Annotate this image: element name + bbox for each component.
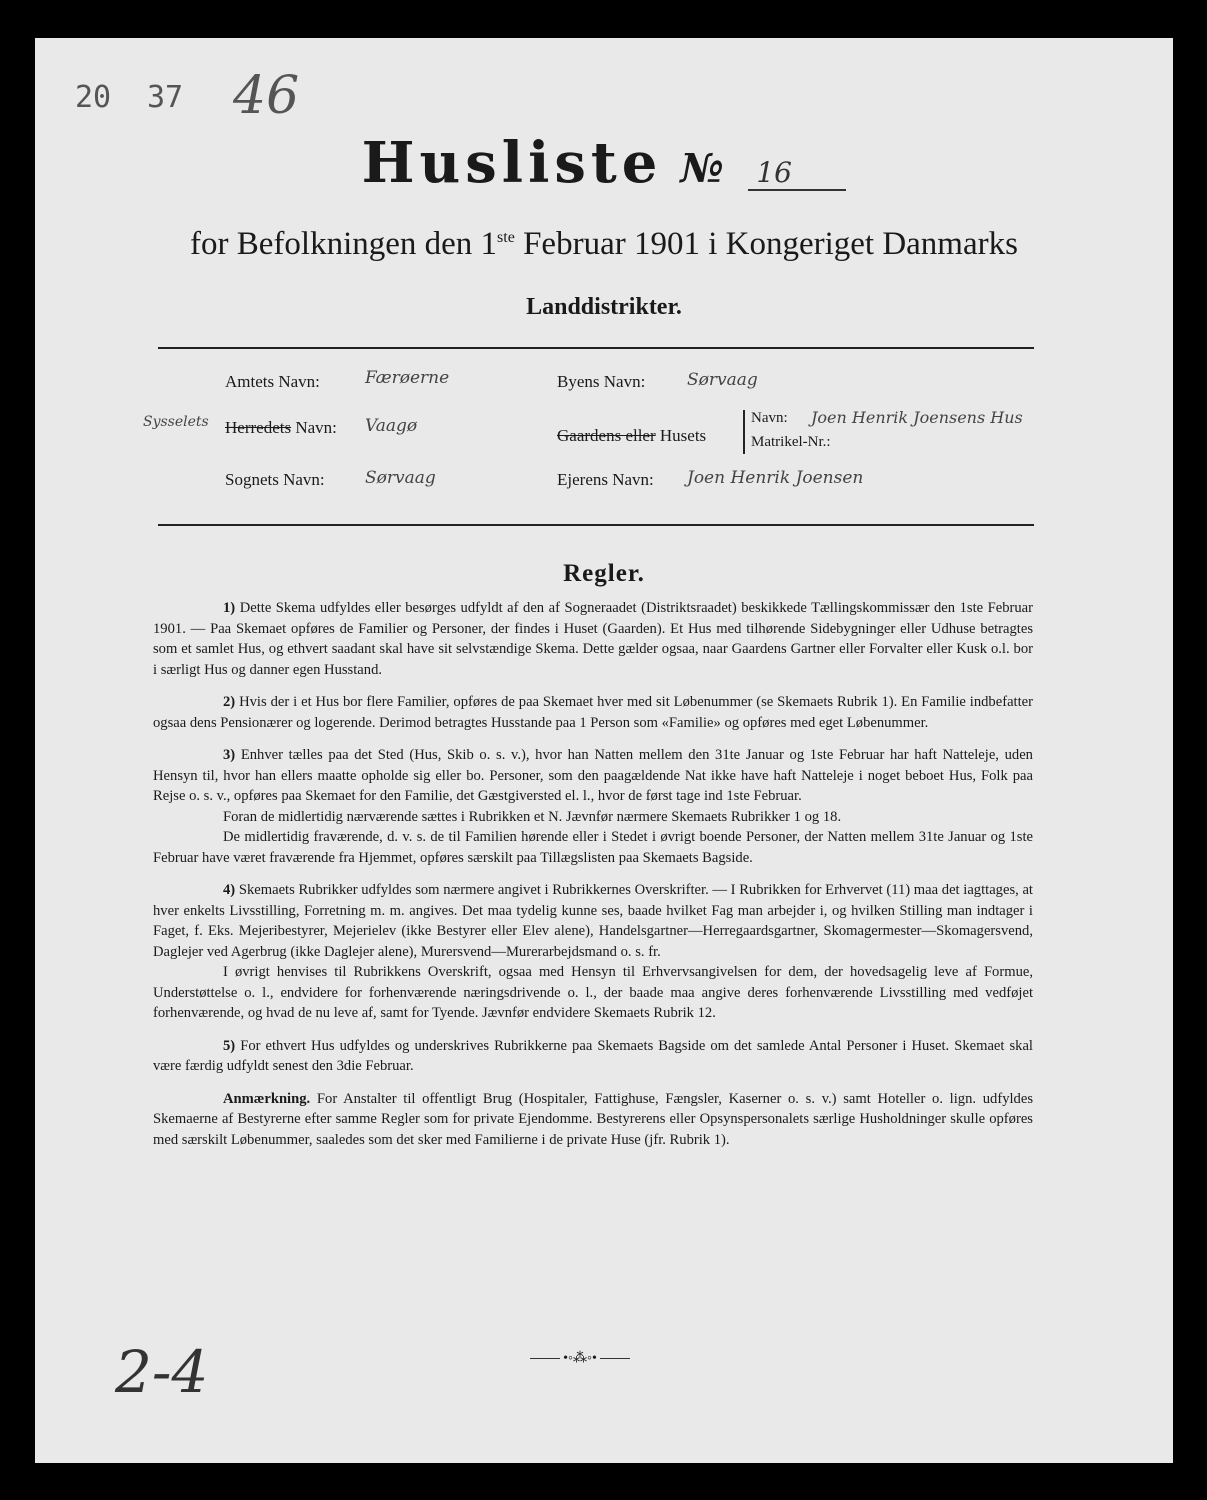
title-text: Husliste [361,130,663,196]
brace [743,410,745,454]
rule-number: 3) [223,747,236,763]
rule-number: 1) [223,600,236,616]
document-page [35,38,1173,1463]
rules-heading: Regler. [563,560,645,587]
margin-note: Sysselets [143,414,209,430]
ejer-value: Joen Henrik Joensen [687,468,864,488]
herred-struck: Herredets [225,418,292,437]
rule-paragraph [153,692,1033,733]
rule-number: 5) [223,1037,236,1054]
ornament-line-right [600,1358,630,1359]
sogn-label: Sognets Navn: [225,470,325,489]
sogn-value: Sørvaag [365,468,436,488]
rule-text: I øvrigt henvises til Rubrikkens Overskrift, ogsaa med Hensyn til Erhvervsangivelsen for dem, der hovedsagelig leve af Formue, Understøttelse o. l., endvidere for forhenværende næringsdrivende o. l., der baade maa angive deres forhenværende Livsstilling med vedføjet forhenværende, og hvad de nu leve af, samt for Tyende. Jævnfør endvidere Skemaets Rubrik 12. [153,964,1033,1021]
by-value: Sørvaag [687,370,758,390]
ornament [505,1350,655,1367]
by-label: Byens Navn: [557,372,646,391]
rule-text: Dette Skema udfyldes eller besørges udfyldt af den af Sogneraadet (Distriktsraadet) beskikkede Tællingskommissær den 1ste Februar 1901. — Paa Skemaet opføres de Familier og Personer, der findes i Huset (Gaarden). Et Hus med tilhørende Sidebygninger eller Udhuse betragtes som et samlet Hus, og ethvert saadant skal have sit selvstændige Skema. Dette gælder ogsaa, naar Gaardens Gartner eller Forvalter eller Kusk o.l. bor i særligt Hus og danner egen Husstand. [153,600,1033,678]
huset-label-group [557,426,706,446]
navn-value: Joen Henrik Joensens Hus [811,408,1023,427]
rule-paragraph [153,1089,1033,1151]
gaard-struck: Gaardens eller [557,426,656,445]
amt-label: Amtets Navn: [225,372,320,391]
rule-text: Foran de midlertidig nærværende sættes i Rubrikken et N. Jævnfør nærmere Skemaets Rubrikker 1 og 18. [223,808,842,825]
subtitle-post: Februar 1901 i Kongeriget Danmarks [514,226,1018,262]
number-sign: № [680,145,724,192]
amt-value: Færøerne [365,368,450,388]
archive-number-handwritten: 46 [233,66,300,126]
ornament-glyph: •◦⁂◦• [563,1351,597,1366]
rule-number: 4) [223,882,236,898]
rule-paragraph [153,598,1033,680]
ornament-line-left [530,1358,560,1359]
rule-text: Enhver tælles paa det Sted (Hus, Skib o. s. v.), hvor han Natten mellem den 31te Januar og 1ste Februar har haft Natteleje, uden Hensyn til, hvor han ellers maatte opholde sig eller bo. Personer, som den paagældende Nat ikke have haft Natteleje i noget beboet Hus, Folk paa Rejse o. s. v., opføres paa Skemaet for den Familie, det Gæstgiversted el. l., hvor de først tage ind 1ste Februar. [153,747,1033,804]
handwritten-note: 2-4 [115,1338,209,1406]
bottom-rule [158,524,1034,526]
page-title [35,130,1173,196]
rule-paragraph [153,807,1033,828]
navn-label: Navn: [751,410,788,426]
ejer-label: Ejerens Navn: [557,470,654,489]
rule-text: For ethvert Hus udfyldes og underskrives Rubrikkerne paa Skemaets Bagside om det samlede Antal Personer i Huset. Skemaet skal være færdig udfyldt senest den 3die Februar. [153,1037,1033,1074]
rule-paragraph [153,880,1033,962]
district-heading: Landdistrikter. [526,294,682,320]
rules-body [153,598,1033,1162]
subtitle [35,226,1173,263]
matrikel-label: Matrikel-Nr.: [751,434,831,450]
rule-text: For Anstalter til offentligt Brug (Hospitaler, Fattighuse, Fængsler, Kaserner o. s. v.) samt Hoteller o. lign. udfyldes Skemaerne af Bestyrerne efter samme Regler som for private Ejendomme. Bestyrerens eller Opsynspersonalets særlige Husholdninger skulle opføres med særskilt Løbenummer, saaledes som det sker med Familierne i de private Huse (jfr. Rubrik 1). [153,1090,1033,1148]
subtitle-sup: ste [497,229,515,246]
rule-number: Anmærkning. [223,1090,311,1107]
herred-label: Navn: [295,418,337,437]
house-list-number: 16 [748,156,846,191]
archive-number-1: 20 [75,80,112,115]
rule-number: 2) [223,694,236,710]
rule-paragraph [153,1036,1033,1077]
rule-paragraph [153,827,1033,868]
herred-value: Vaagø [365,416,418,436]
subtitle-pre: for Befolkningen den 1 [190,226,498,262]
archive-number-2: 37 [147,80,184,115]
huset-label: Husets [659,426,707,445]
herred-label-group [225,418,337,438]
rule-paragraph [153,962,1033,1024]
rule-text: De midlertidig fraværende, d. v. s. de til Familien hørende eller i Stedet i øvrigt boende Personer, der Natten mellem 31te Januar og 1ste Februar have været fraværende fra Hjemmet, opføres særskilt paa Tillægslisten paa Skemaets Bagside. [153,829,1033,866]
rule-paragraph [153,745,1033,807]
rule-text: Skemaets Rubrikker udfyldes som nærmere angivet i Rubrikkernes Overskrifter. — I Rubrikken for Erhvervet (11) maa det iagttages, at hver enkelts Livsstilling, Forretning m. m. angives. Det maa tydelig kunne ses, baade hvilket Fag man arbejder i, og hvilken Stilling man indtager i Faget, f. Eks. Mejeribestyrer, Mejerielev (ikke Bestyrer eller Elev alene), Handelsgartner—Herregaardsgartner, Skomagermester—Skomagersvend, Daglejer ved Agerbrug (ikke Daglejer alene), Murersvend—Murerarbejdsmand o. s. fr. [153,882,1033,960]
rule-text: Hvis der i et Hus bor flere Familier, opføres de paa Skemaet hver med sit Løbenummer (se Skemaets Rubrik 1). En Familie indbefatter ogsaa dens Pensionærer og logerende. Derimod betragtes Husstande paa 1 Person som «Familie» og opføres med eget Løbenummer. [153,694,1033,731]
top-rule [158,347,1034,349]
